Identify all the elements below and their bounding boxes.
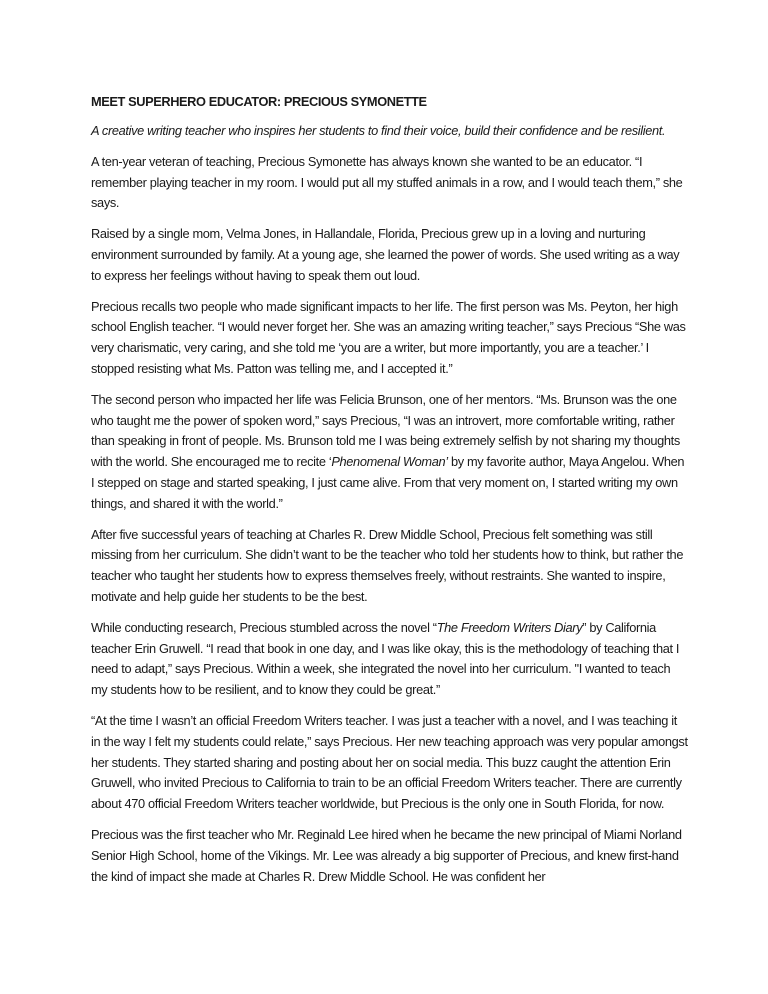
paragraph-1: A ten-year veteran of teaching, Precious Symonette has always known she wanted to be an educator. “I remember playing teacher in my room. I would put all my stuffed animals in a row, and I would teach them,” she says. (91, 153, 683, 211)
poem-title: Phenomenal Woman’ (331, 454, 448, 470)
paragraph-7: “At the time I wasn’t an official Freedom Writers teacher. I was just a teacher with a novel, and I was teaching it in the way I felt my students could relate,” says Precious. Her new teaching approach was very popular amongst her students. They started sharing and posting about her on social media. This buzz caught the attention Erin Gruwell, who invited Precious to California to train to be an official Freedom Writers teacher. There are currently about 470 official Freedom Writers teacher worldwide, but Precious is the only one in South Florida, for now. (91, 712, 688, 812)
paragraph-2: Raised by a single mom, Velma Jones, in Hallandale, Florida, Precious grew up in a loving and nurturing environment surrounded by family. At a young age, she learned the power of words. She used writing as a way to express her feelings without having to speak them out loud. (91, 226, 680, 283)
paragraph-6-part-b: ” by California teacher Erin Gruwell. “I read that book in one day, and I was like okay, this is the methodology of teaching that I need to adapt,” says Precious. Within a week, she integrated the novel into her curriculum. "I wanted to teach my students how to be resilient, and to know they could be great.” (91, 619, 680, 698)
paragraph-4-part-b: by my favorite author, Maya Angelou. When I stepped on stage and started speaking, I just came alive. From that very moment on, I started writing my own things, and shared it with the world.” (91, 454, 685, 511)
paragraph-3: Precious recalls two people who made significant impacts to her life. The first person was Ms. Peyton, her high school English teacher. “I would never forget her. She was an amazing writing teacher,” says Precious “She was very charismatic, very caring, and she told me ‘you are a writer, but more importantly, you are a teacher.’ I stopped resisting what Ms. Patton was telling me, and I accepted it.” (91, 298, 686, 376)
book-title: The Freedom Writers Diary (436, 619, 583, 635)
paragraph-5: After five successful years of teaching at Charles R. Drew Middle School, Precious felt something was still missing from her curriculum. She didn’t want to be the teacher who told her students how to think, but rather the teacher who taught her students how to express themselves freely, without restraints. She wanted to inspire, motivate and help guide her students to be the best. (91, 526, 684, 604)
article-subtitle: A creative writing teacher who inspires her students to find their voice, build their confidence and be resilient. (91, 123, 666, 138)
paragraph-6-part-a: While conducting research, Precious stumbled across the novel “ (91, 619, 437, 635)
article-title: MEET SUPERHERO EDUCATOR: PRECIOUS SYMONETTE (91, 94, 427, 109)
paragraph-6 (91, 618, 688, 701)
paragraph-4-part-a: The second person who impacted her life was Felicia Brunson, one of her mentors. “Ms. Brunson was the one who taught me the power of spoken word,” says Precious, “I was an introvert, more comfortable writing, rather than speaking in front of people. Ms. Brunson told me I was being extremely selfish by not sharing my thoughts with the world. She encouraged me to recite ‘ (91, 391, 680, 470)
paragraph-8: Precious was the first teacher who Mr. Reginald Lee hired when he became the new principal of Miami Norland Senior High School, home of the Vikings. Mr. Lee was already a big supporter of Precious, and knew first-hand the kind of impact she made at Charles R. Drew Middle School. He was confident her (91, 826, 682, 884)
paragraph-4 (91, 390, 688, 515)
